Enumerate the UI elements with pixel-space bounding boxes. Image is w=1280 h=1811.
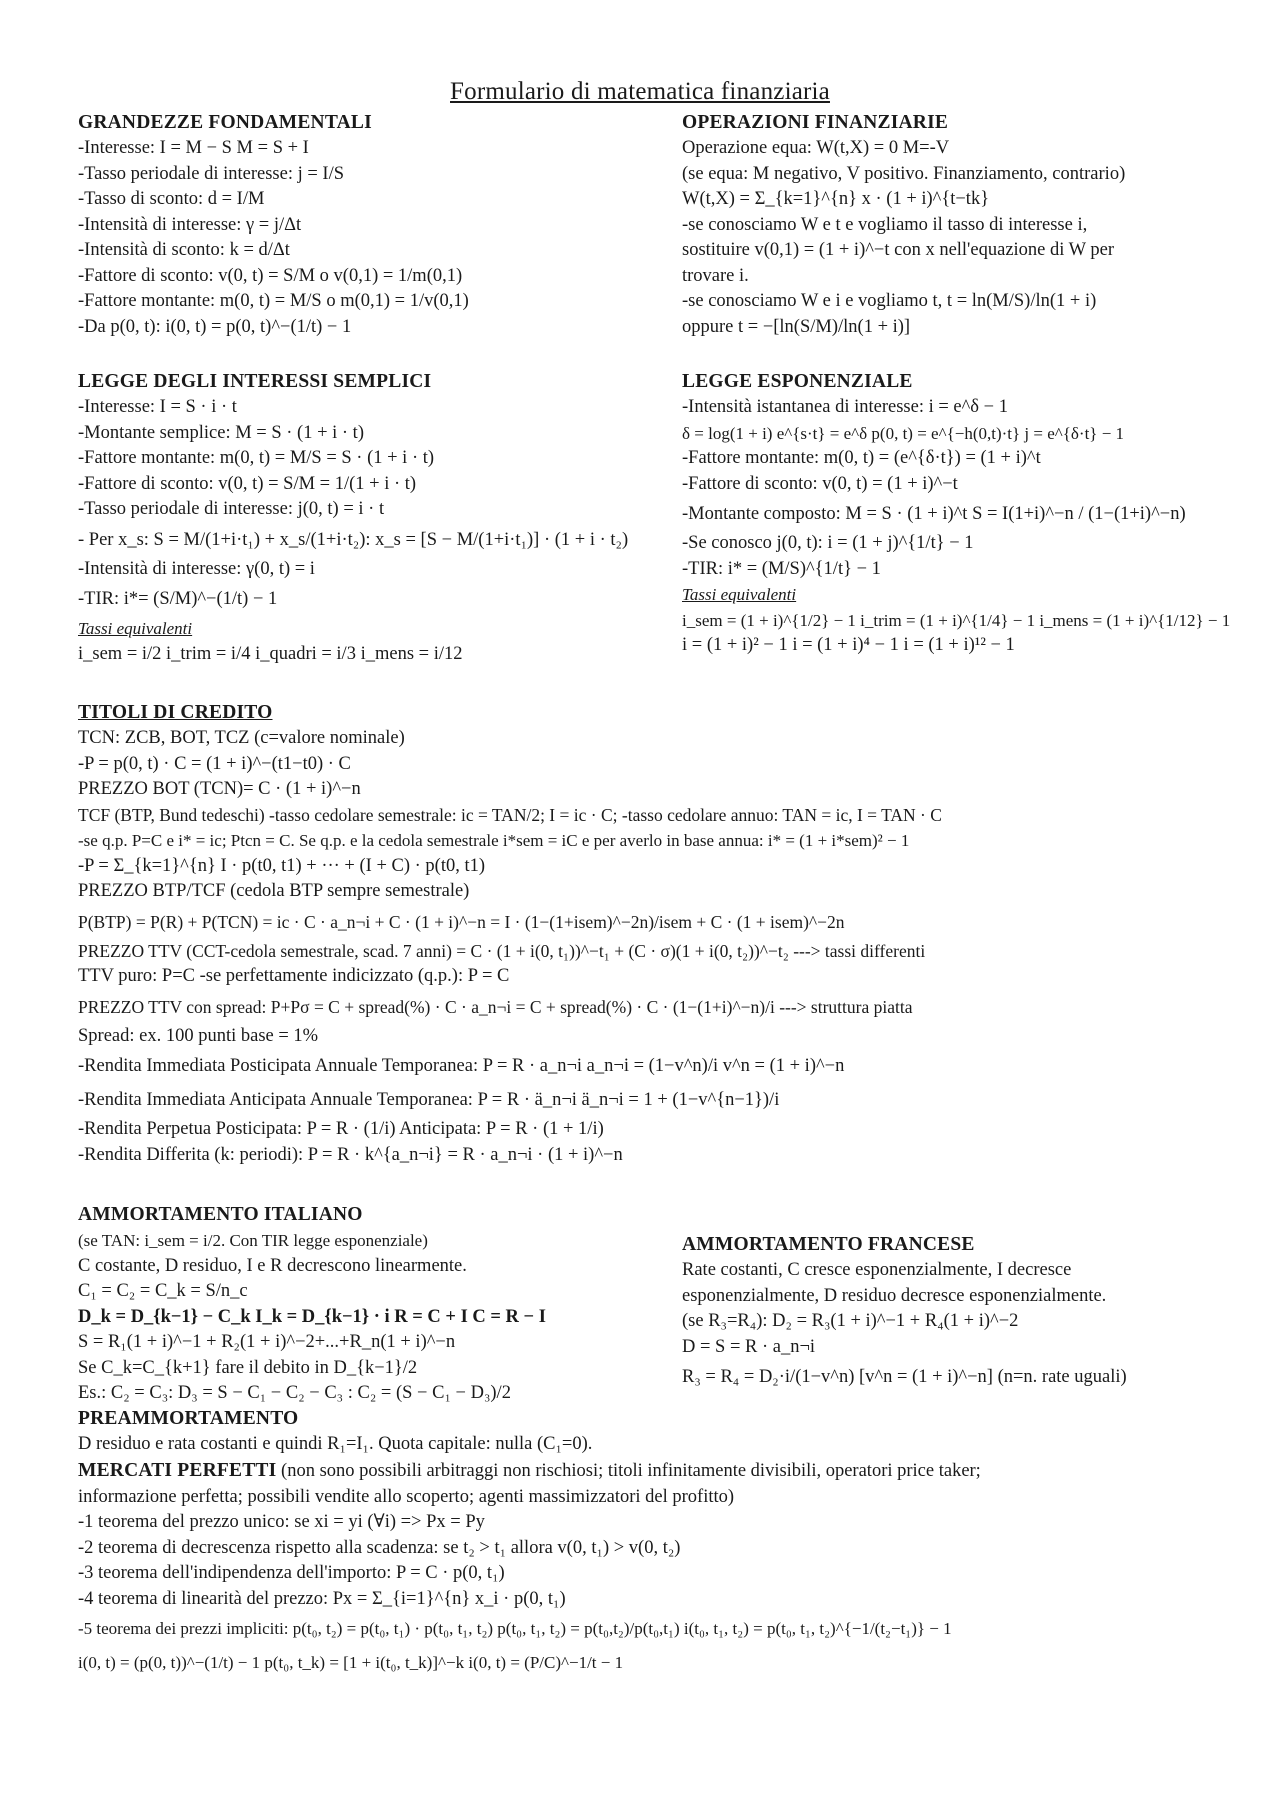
section-ammortamento-italiano — [78, 1202, 546, 1407]
formula-line: sostituire v(0,1) = (1 + i)^−t con x nell'equazione di W per — [682, 240, 1115, 260]
section-heading: LEGGE DEGLI INTERESSI SEMPLICI — [78, 371, 432, 392]
section-mercati — [78, 1458, 981, 1680]
formula-line: (se TAN: i_sem = i/2. Con TIR legge esponenziale) — [78, 1231, 428, 1250]
formula-line: Rate costanti, C cresce esponenzialmente, I decresce — [682, 1260, 1072, 1280]
formula-line: PREZZO TTV con spread: P+Pσ = C + spread(%) · C · a_n¬i = C + spread(%) · C · (1−(1+i)^−n)/i ---> struttura piatta — [78, 996, 913, 1017]
formula-line: -Fattore di sconto: v(0, t) = (1 + i)^−t — [682, 473, 958, 494]
formula-line: D = S = R · a_n¬i — [682, 1336, 816, 1357]
formula-line: -Rendita Differita (k: periodi): P = R · k^{a_n¬i} = R · a_n¬i · (1 + i)^−n — [78, 1144, 623, 1165]
section-heading: MERCATI PERFETTI — [78, 1460, 277, 1481]
formula-line: P(BTP) = P(R) + P(TCN) = ic · C · a_n¬i + C · (1 + i)^−n = I · (1−(1+isem)^−2n)/isem + C · (1 + isem)^−2n — [78, 911, 845, 932]
formula-line: (se equa: M negativo, V positivo. Finanziamento, contrario) — [682, 163, 1126, 184]
formula-line: -se conosciamo W e i e vogliamo t, t = ln(M/S)/ln(1 + i) — [682, 291, 1097, 311]
formula-line: -Rendita Perpetua Posticipata: P = R · (1/i) Anticipata: P = R · (1 + 1/i) — [78, 1119, 604, 1139]
section-heading: GRANDEZZE FONDAMENTALI — [78, 112, 372, 133]
formula-line: -Tasso periodale di interesse: j(0, t) = i · t — [78, 499, 385, 519]
formula-line: -se conosciamo W e t e vogliamo il tasso di interesse i, — [682, 214, 1088, 235]
formula-line: S = R₁(1 + i)^−1 + R₂(1 + i)^−2+...+R_n(1 + i)^−n — [78, 1332, 456, 1352]
formula-line: C costante, D residuo, I e R decrescono linearmente. — [78, 1255, 467, 1276]
section-heading: PREAMMORTAMENTO — [78, 1408, 299, 1429]
formula-line: TCF (BTP, Bund tedeschi) -tasso cedolare semestrale: ic = TAN/2; I = ic · C; -tasso cedolare annuo: TAN = ic, I = TAN · C — [78, 804, 942, 825]
formula-line: -P = p(0, t) · C = (1 + i)^−(t1−t0) · C — [78, 753, 351, 774]
formula-line: Se C_k=C_{k+1} fare il debito in D_{k−1}/2 — [78, 1357, 418, 1378]
formula-line: -Tasso di sconto: d = I/M — [78, 189, 265, 209]
formula-line: -4 teorema di linearità del prezzo: Px = Σ_{i=1}^{n} x_i · p(0, t₁) — [78, 1588, 566, 1609]
formula-line: - Per x_s: S = M/(1+i·t₁) + x_s/(1+i·t₂): x_s = [S − M/(1+i·t₁)] · (1 + i · t₂) — [78, 529, 629, 550]
formula-line: δ = log(1 + i) e^{s·t} = e^δ p(0, t) = e^{−h(0,t)·t} j = e^{δ·t} − 1 — [682, 423, 1125, 443]
formula-line: W(t,X) = Σ_{k=1}^{n} x · (1 + i)^{t−tk} — [682, 189, 990, 209]
formula-line: -2 teorema di decrescenza rispetto alla scadenza: se t₂ > t₁ allora v(0, t₁) > v(0, t₂) — [78, 1537, 681, 1558]
section-semplici — [78, 369, 628, 667]
section-heading: OPERAZIONI FINANZIARIE — [682, 112, 949, 133]
formula-line: i_sem = (1 + i)^{1/2} − 1 i_trim = (1 + i)^{1/4} − 1 i_mens = (1 + i)^{1/12} − 1 — [682, 610, 1231, 630]
formula-line: -1 teorema del prezzo unico: se xi = yi (∀i) => Px = Py — [78, 1512, 485, 1532]
formula-line: -Tasso periodale di interesse: j = I/S — [78, 163, 345, 184]
formula-line: -Fattore di sconto: v(0, t) = S/M = 1/(1 + i · t) — [78, 473, 417, 494]
section-ammortamento-francese — [682, 1232, 1127, 1394]
section-heading: AMMORTAMENTO ITALIANO — [78, 1204, 363, 1225]
formula-line: TTV puro: P=C -se perfettamente indicizzato (q.p.): P = C — [78, 966, 510, 986]
formula-line: D residuo e rata costanti e quindi R₁=I₁. Quota capitale: nulla (C₁=0). — [78, 1434, 593, 1454]
formula-line: -Intensità di interesse: γ = j/Δt — [78, 214, 302, 235]
intro-text: (non sono possibili arbitraggi non rischiosi; titoli infinitamente divisibili, operatori price taker; — [276, 1461, 981, 1481]
section-operazioni — [682, 110, 1125, 340]
formula-line: -Intensità di sconto: k = d/Δt — [78, 240, 290, 260]
formula-line: -Montante semplice: M = S · (1 + i · t) — [78, 422, 364, 443]
formula-line: -Intensità istantanea di interesse: i = e^δ − 1 — [682, 397, 1008, 417]
formula-line: trovare i. — [682, 265, 749, 286]
formula-line: -Da p(0, t): i(0, t) = p(0, t)^−(1/t) − 1 — [78, 316, 352, 337]
subheading-tassi-equivalenti: Tassi equivalenti — [78, 619, 193, 638]
formula-line: esponenzialmente, D residuo decresce esponenzialmente. — [682, 1285, 1107, 1306]
formula-line: -TIR: i*= (S/M)^−(1/t) − 1 — [78, 589, 278, 609]
formula-line: i(0, t) = (p(0, t))^−(1/t) − 1 p(t₀, t_k) = [1 + i(t₀, t_k)]^−k i(0, t) = (P/C)^−1/t − 1 — [78, 1653, 624, 1672]
section-heading: TITOLI DI CREDITO — [78, 702, 273, 723]
formula-line: D_k = D_{k−1} − C_k I_k = D_{k−1} · i R = C + I C = R − I — [78, 1306, 546, 1327]
formula-line: -TIR: i* = (M/S)^{1/t} − 1 — [682, 558, 881, 579]
section-grandezze — [78, 110, 469, 340]
subheading-tassi-equivalenti: Tassi equivalenti — [682, 585, 797, 604]
formula-line: PREZZO BOT (TCN)= C · (1 + i)^−n — [78, 779, 361, 799]
formula-line: PREZZO TTV (CCT-cedola semestrale, scad. 7 anni) = C · (1 + i(0, t₁))^−t₁ + (C · σ)(1 + i(0, t₂))^−t₂ ---> tassi differenti — [78, 940, 926, 961]
formula-line: C₁ = C₂ = C_k = S/n_c — [78, 1281, 248, 1301]
formula-line: -3 teorema dell'indipendenza dell'importo: P = C · p(0, t₁) — [78, 1563, 505, 1583]
formula-line: -Rendita Immediata Posticipata Annuale Temporanea: P = R · a_n¬i a_n¬i = (1−v^n)/i v^n = (1 + i)^−n — [78, 1056, 845, 1076]
intro-text: informazione perfetta; possibili vendite allo scoperto; agenti massimizzatori del profitto) — [78, 1486, 735, 1507]
formula-line: -5 teorema dei prezzi impliciti: p(t₀, t₂) = p(t₀, t₁) · p(t₀, t₁, t₂) p(t₀, t₁, t₂) = p(t₀,t₂)/p(t₀,t₁) i(t₀, t₁, t₂) = p(t₀, t₁, t₂)^{−1/(t₂−t₁)} − 1 — [78, 1619, 952, 1638]
formula-line: -Montante composto: M = S · (1 + i)^t S = I(1+i)^−n / (1−(1+i)^−n) — [682, 504, 1186, 524]
page-title: Formulario di matematica finanziaria — [450, 78, 830, 105]
formula-line: -Interesse: I = S · i · t — [78, 397, 237, 417]
section-titoli — [78, 700, 942, 1168]
formula-line: i_sem = i/2 i_trim = i/4 i_quadri = i/3 i_mens = i/12 — [78, 643, 463, 664]
formula-line: R₃ = R₄ = D₂·i/(1−v^n) [v^n = (1 + i)^−n] (n=n. rate uguali) — [682, 1367, 1127, 1387]
formula-line: Es.: C₂ = C₃: D₃ = S − C₁ − C₂ − C₃ : C₂ = (S − C₁ − D₃)/2 — [78, 1383, 511, 1403]
formula-line: -Interesse: I = M − S M = S + I — [78, 138, 309, 158]
section-heading: AMMORTAMENTO FRANCESE — [682, 1234, 975, 1255]
section-esponenziale — [682, 369, 1230, 659]
formula-line: -Fattore montante: m(0, t) = (e^{δ·t}) = (1 + i)^t — [682, 448, 1041, 468]
section-heading: LEGGE ESPONENZIALE — [682, 371, 913, 392]
formula-line: oppure t = −[ln(S/M)/ln(1 + i)] — [682, 316, 911, 337]
formula-line: -Fattore montante: m(0, t) = M/S = S · (1 + i · t) — [78, 448, 435, 468]
formula-line: PREZZO BTP/TCF (cedola BTP sempre semestrale) — [78, 881, 470, 901]
formula-line: -Intensità di interesse: γ(0, t) = i — [78, 558, 315, 579]
formula-line: (se R₃=R₄): D₂ = R₃(1 + i)^−1 + R₄(1 + i)^−2 — [682, 1311, 1019, 1331]
formula-line: -Rendita Immediata Anticipata Annuale Temporanea: P = R · ä_n¬i ä_n¬i = 1 + (1−v^{n−1})/i — [78, 1090, 780, 1110]
formula-line: TCN: ZCB, BOT, TCZ (c=valore nominale) — [78, 728, 405, 748]
formula-line: -P = Σ_{k=1}^{n} I · p(t0, t1) + ··· + (I + C) · p(t0, t1) — [78, 855, 486, 876]
formula-line: -se q.p. P=C e i* = ic; Ptcn = C. Se q.p. e la cedola semestrale i*sem = iC e per averlo in base annua: i* = (1 + i*sem)² − 1 — [78, 831, 910, 850]
formula-line: Operazione equa: W(t,X) = 0 M=-V — [682, 138, 950, 158]
formula-line: -Se conosco j(0, t): i = (1 + j)^{1/t} − 1 — [682, 533, 974, 553]
formula-line: -Fattore di sconto: v(0, t) = S/M o v(0,1) = 1/m(0,1) — [78, 265, 463, 286]
section-preammortamento — [78, 1406, 592, 1458]
formula-line: i = (1 + i)² − 1 i = (1 + i)⁴ − 1 i = (1 + i)¹² − 1 — [682, 635, 1015, 655]
formula-line: Spread: ex. 100 punti base = 1% — [78, 1025, 319, 1046]
formula-line: -Fattore montante: m(0, t) = M/S o m(0,1) = 1/v(0,1) — [78, 291, 469, 311]
